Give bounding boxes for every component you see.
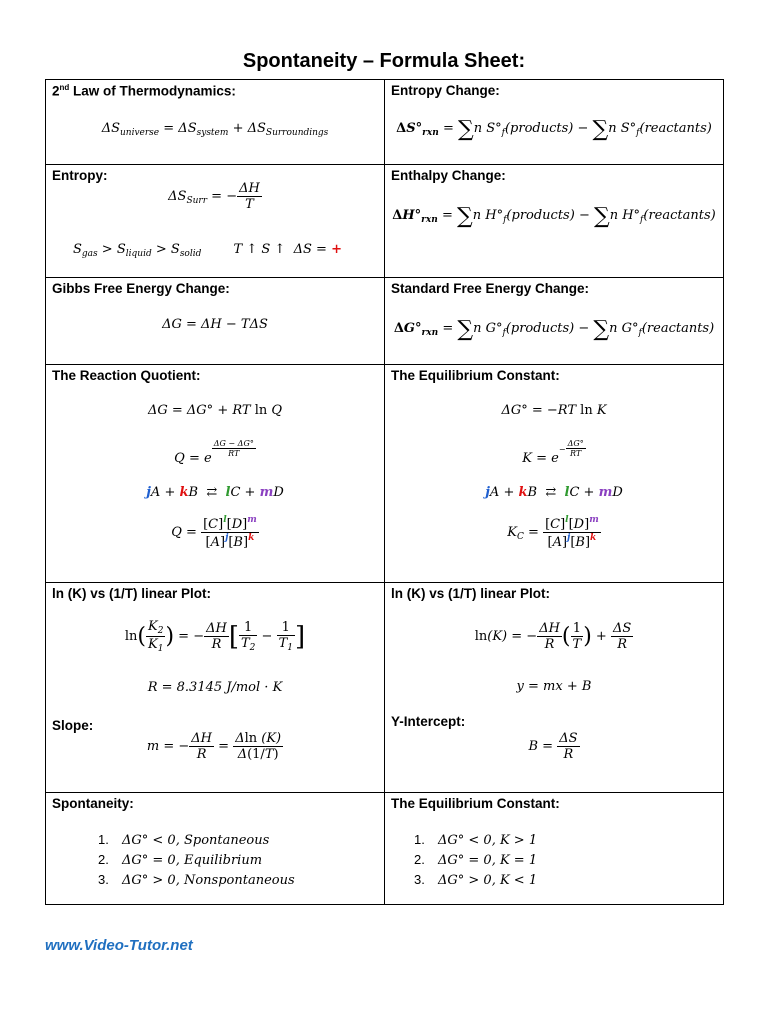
cell-heading: 2nd Law of Thermodynamics: bbox=[52, 83, 236, 99]
cell-entropy bbox=[46, 165, 385, 278]
cell-heading: Enthalpy Change: bbox=[391, 168, 506, 183]
formula-q-exp: Q = e $\frac{\Delta G - \Delta G^\circ}{RT}$ bbox=[174, 439, 254, 466]
formula-reaction-q: jA + kB ⇄ lC + mD bbox=[146, 485, 284, 500]
cell-entropy-change bbox=[385, 80, 724, 165]
cell-heading: The Equilibrium Constant: bbox=[391, 368, 560, 383]
cell-gibbs bbox=[46, 278, 385, 365]
cell-linear-plot-left bbox=[46, 583, 385, 793]
list-item: 1. ΔG° < 0, Spontaneous bbox=[98, 832, 270, 848]
cell-equilibrium-constant bbox=[385, 365, 724, 583]
formula-table bbox=[45, 79, 724, 905]
spontaneity-list bbox=[98, 830, 295, 890]
formula-kc-ratio: $K_C$ = $\frac{[C]^l[D]^m}{[A]^j[B]^k}$ bbox=[507, 515, 599, 550]
cell-heading: Standard Free Energy Change: bbox=[391, 281, 590, 296]
list-item: 3. ΔG° > 0, Nonspontaneous bbox=[98, 872, 295, 888]
cell-standard-gibbs bbox=[385, 278, 724, 365]
formula-intercept: B = $\frac{\Delta S}{R}$ bbox=[528, 731, 578, 762]
cell-equilibrium-constant-2 bbox=[385, 793, 724, 905]
cell-heading: Entropy: bbox=[52, 168, 108, 183]
formula-two-point: ln( $\frac{K_2}{K_1}$ ) = − $\frac{\Delta H}{R}$ [ $\frac{1}{T_2}$ − $\frac{1}{T_1}$ ] bbox=[124, 619, 306, 654]
cell-heading: Spontaneity: bbox=[52, 796, 134, 811]
formula-van-t-hoff: ln(K) = − $\frac{\Delta H}{R}$ ( $\frac{1}{T}$ ) + $\frac{\Delta S}{R}$ bbox=[474, 621, 632, 652]
formula-dg-q: ΔG = ΔG° + RT ln Q bbox=[147, 403, 283, 418]
cell-heading: Gibbs Free Energy Change: bbox=[52, 281, 230, 296]
formula-second-law: $\Delta S_{universe} = \Delta S_{system} + \Delta S_{Surroundings}$ bbox=[101, 121, 329, 138]
formula-dg-k: ΔG° = −RT ln K bbox=[501, 403, 607, 418]
formula-standard-gibbs: $\Delta G^\circ_{rxn} = \sum n$ $G^\circ_f(products) - \sum n$ $G^\circ_f(reactants)$ bbox=[393, 317, 715, 342]
footer-link[interactable]: www.Video-Tutor.net bbox=[45, 937, 193, 954]
list-item: 2. ΔG° = 0, Equilibrium bbox=[98, 852, 263, 868]
cell-heading: ln (K) vs (1/T) linear Plot: bbox=[391, 586, 551, 601]
formula-entropy-surr: $\Delta S_{Surr}$ = − $\frac{\Delta H}{T}$ bbox=[168, 181, 260, 212]
list-item: 3. ΔG° > 0, K < 1 bbox=[414, 872, 538, 888]
formula-reaction-k: jA + kB ⇄ lC + mD bbox=[485, 485, 623, 500]
cell-enthalpy-change bbox=[385, 165, 724, 278]
cell-heading: Slope: bbox=[52, 718, 94, 733]
formula-q-ratio: Q = $\frac{[C]^l[D]^m}{[A]^j[B]^k}$ bbox=[171, 515, 257, 550]
cell-heading: The Equilibrium Constant: bbox=[391, 796, 560, 811]
formula-k-exp: K = e− $\frac{\Delta G^\circ}{RT}$ bbox=[522, 439, 584, 466]
cell-heading: Entropy Change: bbox=[391, 83, 500, 98]
formula-line: y = mx + B bbox=[516, 679, 592, 694]
formula-entropy-order: $S_{gas} > S_{liquid} > S_{solid}$ T ↑ S ↑ ΔS = + bbox=[73, 242, 342, 259]
formula-slope: m = − $\frac{\Delta H}{R}$ = $\frac{\Delta\ln (K)}{\Delta(1/T)}$ bbox=[146, 731, 282, 762]
cell-heading: The Reaction Quotient: bbox=[52, 368, 201, 383]
cell-reaction-quotient bbox=[46, 365, 385, 583]
cell-heading: ln (K) vs (1/T) linear Plot: bbox=[52, 586, 212, 601]
k-list bbox=[414, 830, 538, 890]
list-item: 2. ΔG° = 0, K = 1 bbox=[414, 852, 538, 868]
cell-heading: Y-Intercept: bbox=[391, 714, 466, 729]
gas-constant: R = 8.3145 J/mol · K bbox=[147, 680, 283, 695]
formula-entropy-change: $\Delta S^\circ_{rxn} = \sum n$ $S^\circ_f(products) - \sum n$ $S^\circ_f(reactants)$ bbox=[396, 117, 712, 142]
cell-linear-plot-right bbox=[385, 583, 724, 793]
formula-enthalpy-change: $\Delta H^\circ_{rxn} = \sum n$ $H^\circ_f(products) - \sum n$ $H^\circ_f(reactants)$ bbox=[392, 204, 716, 229]
cell-second-law bbox=[46, 80, 385, 165]
formula-gibbs: ΔG = ΔH − TΔS bbox=[162, 317, 268, 332]
page-title: Spontaneity – Formula Sheet: bbox=[242, 50, 526, 72]
list-item: 1. ΔG° < 0, K > 1 bbox=[414, 832, 538, 848]
cell-spontaneity bbox=[46, 793, 385, 905]
